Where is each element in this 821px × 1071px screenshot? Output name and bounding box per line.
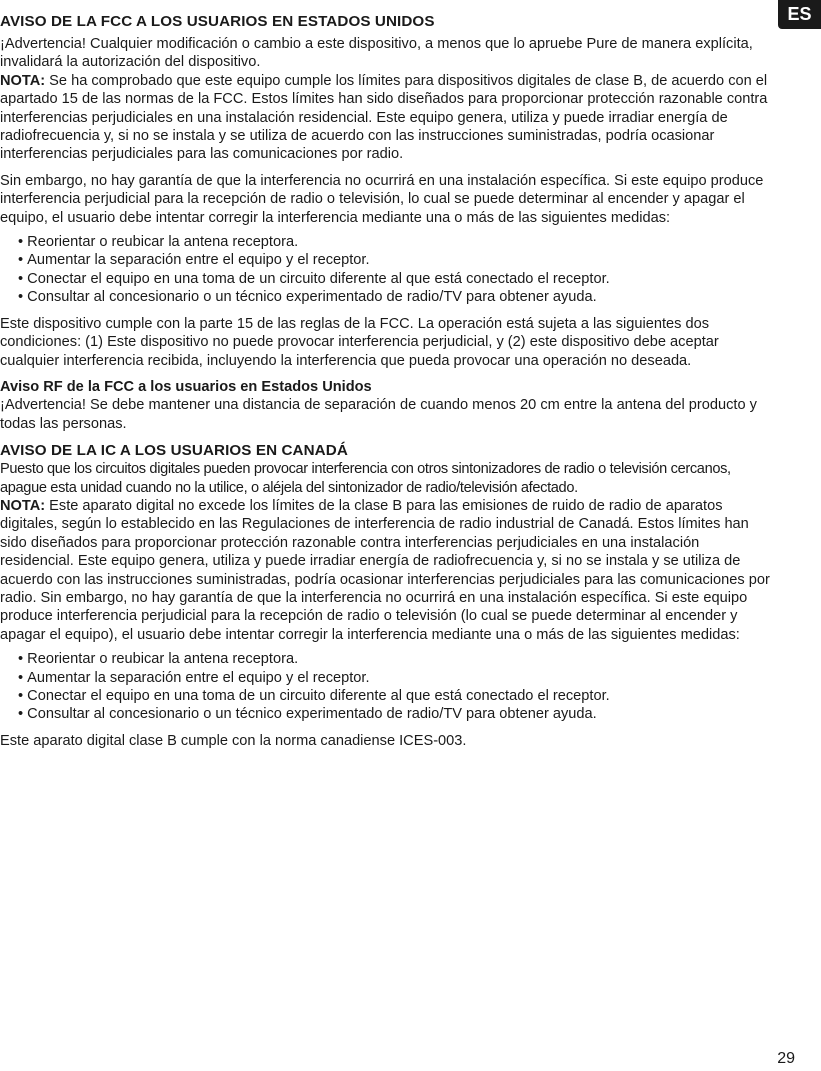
ic-measures-list: [0, 650, 770, 724]
fcc-note-paragraph: [0, 72, 770, 164]
fcc-measures-list: [0, 233, 770, 307]
fcc-note-text: Se ha comprobado que este equipo cumple los límites para dispositivos digitales de clase B, de acuerdo con el apartado 15 de las normas de la FCC. Estos límites han sido diseñados para proporcionar protección razonable contra interferencias perjudiciales en una instalación residencial. Este equipo genera, utiliza y puede irradiar energía de radiofrecuencia y, si no se instala y se utiliza de acuerdo con las instrucciones suministradas, podría ocasionar interferencias perjudiciales para las comunicaciones por radio.: [0, 72, 768, 163]
list-item: • Conectar el equipo en una toma de un circuito diferente al que está conectado el receptor.: [18, 687, 770, 705]
fcc-notice-section: [0, 12, 770, 370]
ic-note-paragraph: [0, 497, 770, 644]
page-number: 29: [777, 1050, 795, 1067]
list-item: • Aumentar la separación entre el equipo y el receptor.: [18, 669, 770, 687]
ic-note-label: NOTA:: [0, 497, 46, 514]
fcc-warning-text: ¡Advertencia! Cualquier modificación o cambio a este dispositivo, a menos que lo apruebe Pure de manera explícita, invalidará la autorización del dispositivo.: [0, 36, 753, 71]
language-badge: ES: [778, 0, 821, 29]
document-body: [0, 12, 770, 750]
rf-notice-section: [0, 378, 770, 433]
rf-notice-title: Aviso RF de la FCC a los usuarios en Estados Unidos: [0, 378, 372, 395]
list-item: • Aumentar la separación entre el equipo y el receptor.: [18, 251, 770, 269]
list-item: • Conectar el equipo en una toma de un circuito diferente al que está conectado el receptor.: [18, 270, 770, 288]
ic-notice-section: [0, 441, 770, 750]
fcc-note-label: NOTA:: [0, 72, 46, 89]
fcc-compliance-text: Este dispositivo cumple con la parte 15 de las reglas de la FCC. La operación está sujeta a las siguientes dos condiciones: (1) Este dispositivo no puede provocar interferencia perjudicial, y (2) este dispositivo debe aceptar cualquier interferencia recibida, incluyendo la interferencia que pueda provocar una operación no deseada.: [0, 315, 719, 369]
fcc-notice-title: AVISO DE LA FCC A LOS USUARIOS EN ESTADOS UNIDOS: [0, 13, 435, 30]
list-item: • Consultar al concesionario o un técnico experimentado de radio/TV para obtener ayuda.: [18, 705, 770, 723]
fcc-no-guarantee-text: Sin embargo, no hay garantía de que la interferencia no ocurrirá en una instalación específica. Si este equipo produce interferencia perjudicial para la recepción de radio o televisión, lo cual se puede determinar al encender y apagar el equipo, el usuario debe intentar corregir la interferencia mediante una o más de las siguientes medidas:: [0, 172, 764, 226]
ic-note-text: Este aparato digital no excede los límites de la clase B para las emisiones de ruido de radio de aparatos digitales, según lo establecido en las Regulaciones de interferencia de radio industrial de Canadá. Estos límites han sido diseñados para proporcionar protección razonable contra interferencias perjudiciales en una instalación residencial. Este equipo genera, utiliza y puede irradiar energía de radiofrecuencia y, si no se instala y se utiliza de acuerdo con las instrucciones suministradas, podría ocasionar interferencias perjudiciales para las comunicaciones por radio. Sin embargo, no hay garantía de que la interferencia no ocurrirá en una instalación específica. Si este equipo produce interferencia perjudicial para la recepción de radio o televisión (lo cual se puede determinar al encender y apagar el equipo), el usuario debe intentar corregir la interferencia mediante una o más de las siguientes medidas:: [0, 497, 770, 643]
list-item: • Reorientar o reubicar la antena receptora.: [18, 650, 770, 668]
list-item: • Consultar al concesionario o un técnico experimentado de radio/TV para obtener ayuda.: [18, 288, 770, 306]
ic-intro-text: Puesto que los circuitos digitales pueden provocar interferencia con otros sintonizadores de radio o televisión cercanos, apague esta unidad cuando no la utilice, o aléjela del sintonizador de radio/televisión afectado.: [0, 461, 731, 496]
ic-notice-title: AVISO DE LA IC A LOS USUARIOS EN CANADÁ: [0, 442, 348, 460]
rf-notice-text: ¡Advertencia! Se debe mantener una distancia de separación de cuando menos 20 cm entre la antena del producto y todas las personas.: [0, 397, 757, 432]
list-item: • Reorientar o reubicar la antena receptora.: [18, 233, 770, 251]
ic-compliance-text: Este aparato digital clase B cumple con la norma canadiense ICES-003.: [0, 732, 467, 749]
